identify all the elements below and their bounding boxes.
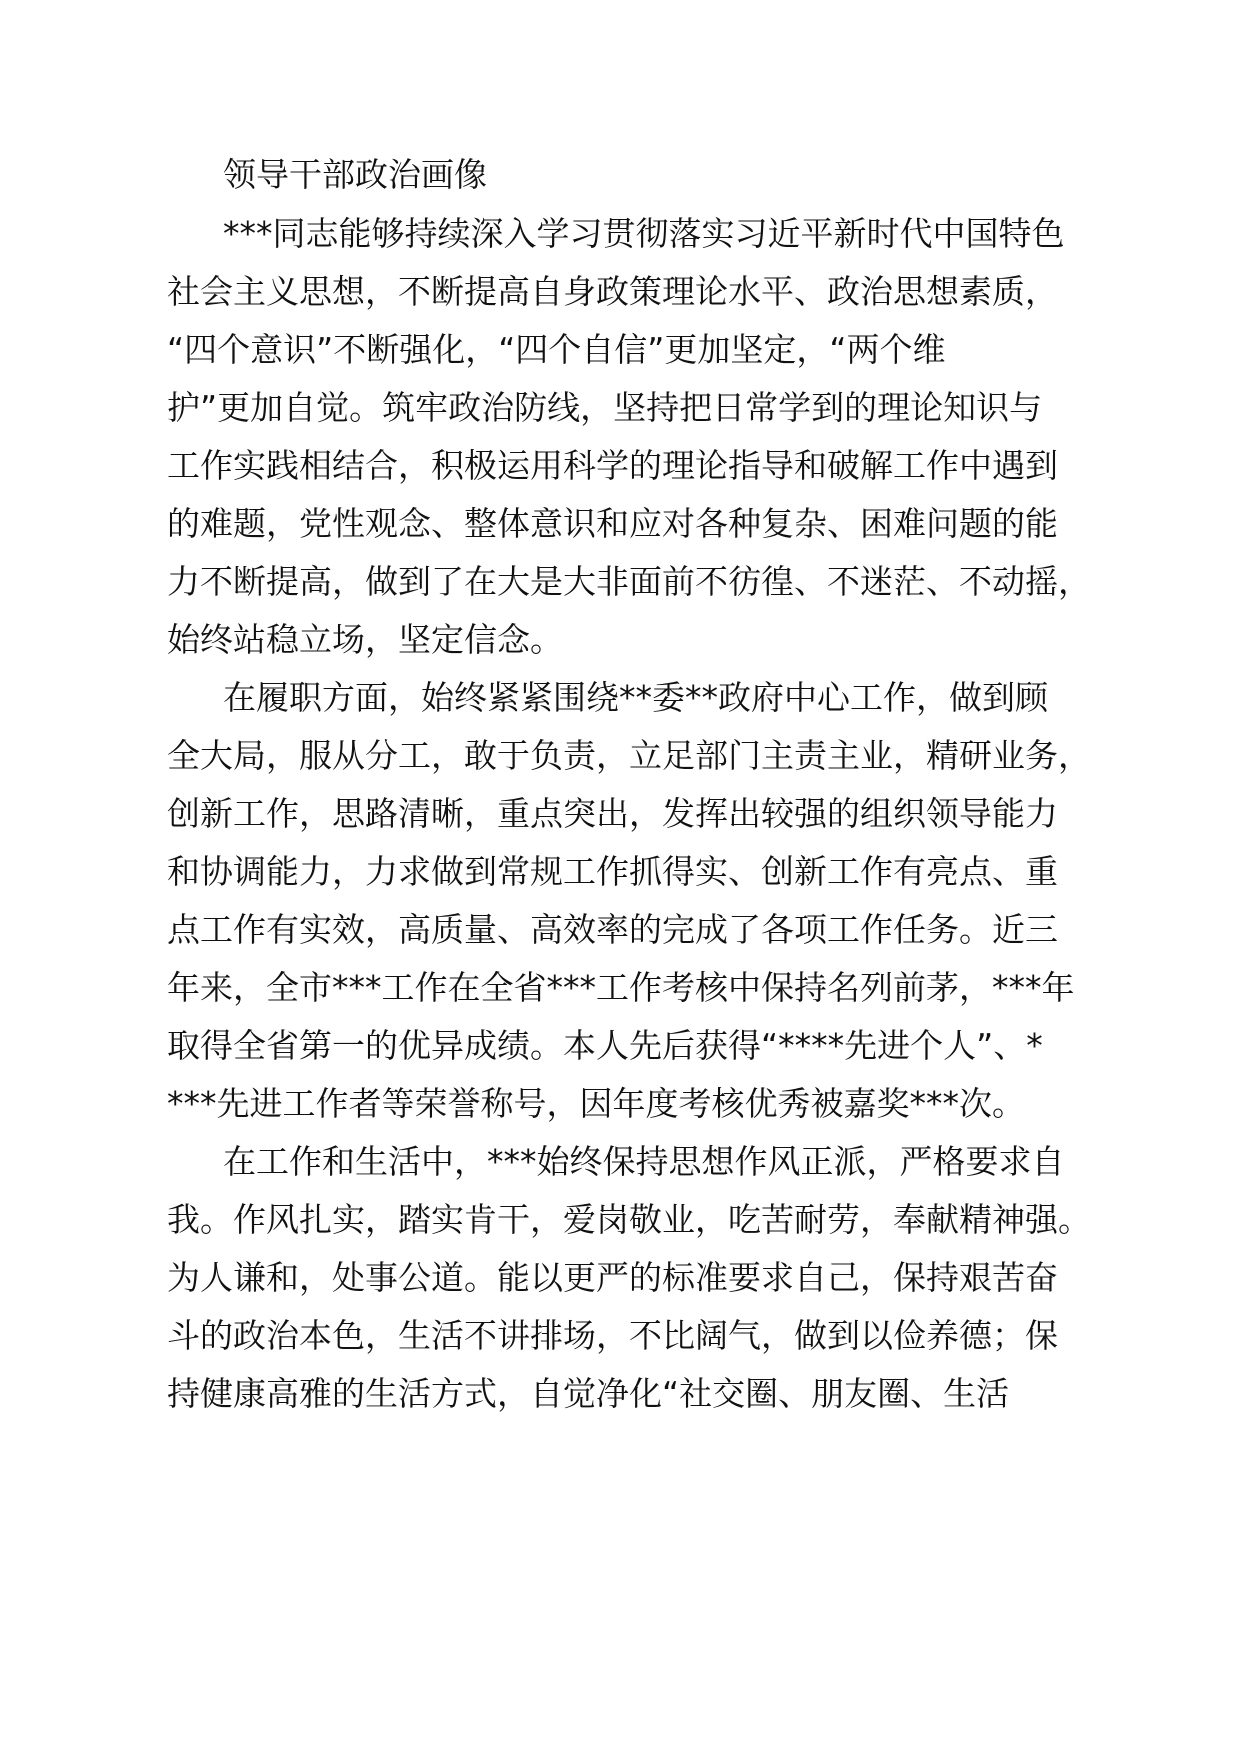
paragraph-3-line-5: 持健康高雅的生活方式，自觉净化“社交圈、朋友圈、生活 (167, 1374, 1010, 1413)
paragraph-2-line-1: 在履职方面，始终紧紧围绕**委**政府中心工作，做到顾 (223, 678, 1048, 717)
paragraph-1-line-6: 的难题，党性观念、整体意识和应对各种复杂、困难问题的能 (167, 504, 1058, 543)
paragraph-1-line-8: 始终站稳立场，坚定信念。 (167, 620, 563, 659)
paragraph-2-line-7: 取得全省第一的优异成绩。本人先后获得“****先进个人”、* (167, 1026, 1043, 1065)
paragraph-1-line-2: 社会主义思想，不断提高自身政策理论水平、政治思想素质， (167, 272, 1058, 311)
paragraph-2-line-5: 点工作有实效，高质量、高效率的完成了各项工作任务。近三 (167, 910, 1058, 949)
paragraph-1-line-4: 护”更加自觉。筑牢政治防线，坚持把日常学到的理论知识与 (167, 388, 1043, 427)
paragraph-2-line-3: 创新工作，思路清晰，重点突出，发挥出较强的组织领导能力 (167, 794, 1058, 833)
paragraph-1-line-3: “四个意识”不断强化，“四个自信”更加坚定，“两个维 (167, 330, 946, 369)
paragraph-2-line-8: ***先进工作者等荣誉称号，因年度考核优秀被嘉奖***次。 (167, 1084, 1025, 1123)
document-title: 领导干部政治画像 (223, 155, 487, 194)
paragraph-2-line-2: 全大局，服从分工，敢于负责，立足部门主责主业，精研业务， (167, 736, 1091, 775)
paragraph-1-line-5: 工作实践相结合，积极运用科学的理论指导和破解工作中遇到 (167, 446, 1058, 485)
paragraph-2-line-4: 和协调能力，力求做到常规工作抓得实、创新工作有亮点、重 (167, 852, 1058, 891)
paragraph-1-line-7: 力不断提高，做到了在大是大非面前不彷徨、不迷茫、不动摇， (167, 562, 1091, 601)
paragraph-3-line-4: 斗的政治本色，生活不讲排场，不比阔气，做到以俭养德；保 (167, 1316, 1058, 1355)
paragraph-3-line-1: 在工作和生活中，***始终保持思想作风正派，严格要求自 (223, 1142, 1065, 1181)
paragraph-3-line-2: 我。作风扎实，踏实肯干，爱岗敬业，吃苦耐劳，奉献精神强。 (167, 1200, 1091, 1239)
paragraph-2-line-6: 年来，全市***工作在全省***工作考核中保持名列前茅，***年 (167, 968, 1075, 1007)
paragraph-3-line-3: 为人谦和，处事公道。能以更严的标准要求自己，保持艰苦奋 (167, 1258, 1058, 1297)
paragraph-1-line-1: ***同志能够持续深入学习贯彻落实习近平新时代中国特色 (223, 214, 1065, 253)
